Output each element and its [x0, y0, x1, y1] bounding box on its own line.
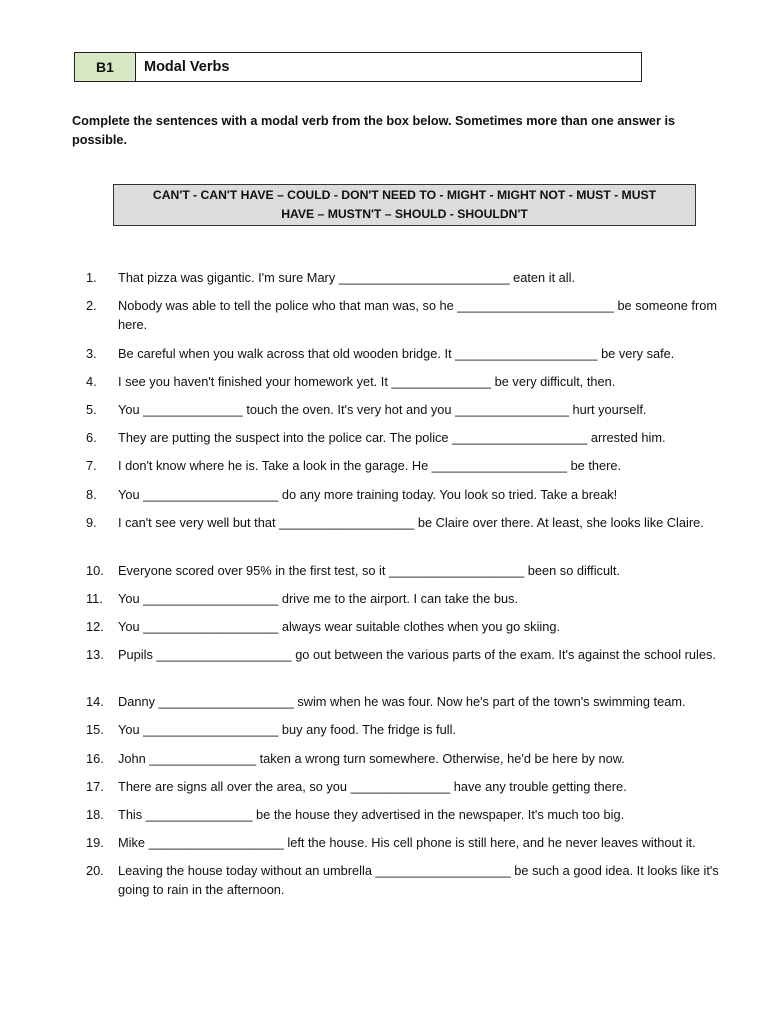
- item-text: You ______________ touch the oven. It's very hot and you ________________ hurt yourself.: [118, 402, 647, 417]
- item-text: You ___________________ drive me to the airport. I can take the bus.: [118, 591, 519, 606]
- word-box: [113, 184, 696, 226]
- item-text: I see you haven't finished your homework yet. It ______________ be very difficult, then.: [118, 374, 616, 389]
- item-number: 17.: [86, 779, 104, 794]
- item-number: 6.: [86, 430, 97, 445]
- level-badge: B1: [75, 53, 136, 81]
- item-text: That pizza was gigantic. I'm sure Mary ________________________ eaten it all.: [118, 270, 576, 285]
- item-number: 1.: [86, 270, 97, 285]
- item-number: 7.: [86, 458, 97, 473]
- item-text: They are putting the suspect into the police car. The police ___________________ arrested him.: [118, 430, 666, 445]
- item-number: 18.: [86, 807, 104, 822]
- item-text: I can't see very well but that ___________________ be Claire over there. At least, she looks like Claire.: [118, 515, 704, 530]
- item-number: 8.: [86, 487, 97, 502]
- word-box-line-2: HAVE – MUSTN'T – SHOULD - SHOULDN'T: [281, 207, 528, 221]
- item-number: 4.: [86, 374, 97, 389]
- item-text: Danny ___________________ swim when he was four. Now he's part of the town's swimming team.: [118, 694, 686, 709]
- item-number: 5.: [86, 402, 97, 417]
- item-text: Everyone scored over 95% in the first test, so it ___________________ been so difficult.: [118, 563, 621, 578]
- item-text: Pupils ___________________ go out between the various parts of the exam. It's against the school rules.: [118, 647, 716, 662]
- item-number: 13.: [86, 647, 104, 662]
- item-text: You ___________________ always wear suitable clothes when you go skiing.: [118, 619, 561, 634]
- item-text: Mike ___________________ left the house. His cell phone is still here, and he never leaves without it.: [118, 835, 696, 850]
- item-number: 2.: [86, 298, 97, 313]
- item-number: 11.: [86, 591, 103, 606]
- item-number: 9.: [86, 515, 97, 530]
- item-number: 20.: [86, 863, 104, 878]
- worksheet-title: Modal Verbs: [144, 59, 230, 75]
- item-text: You ___________________ do any more training today. You look so tried. Take a break!: [118, 487, 618, 502]
- item-number: 15.: [86, 722, 104, 737]
- item-number: 12.: [86, 619, 104, 634]
- item-text: John _______________ taken a wrong turn somewhere. Otherwise, he'd be here by now.: [118, 751, 625, 766]
- item-number: 19.: [86, 835, 104, 850]
- item-number: 16.: [86, 751, 104, 766]
- item-text: Nobody was able to tell the police who that man was, so he ______________________ be someone from here.: [118, 298, 718, 332]
- item-text: This _______________ be the house they advertised in the newspaper. It's much too big.: [118, 807, 625, 822]
- item-text: Leaving the house today without an umbrella ___________________ be such a good idea. It looks like it's going to rain in the afternoon.: [118, 863, 719, 897]
- worksheet-header: [74, 52, 642, 82]
- word-box-line-1: CAN'T - CAN'T HAVE – COULD - DON'T NEED TO - MIGHT - MIGHT NOT - MUST - MUST: [152, 188, 657, 202]
- item-number: 14.: [86, 694, 104, 709]
- item-text: There are signs all over the area, so you ______________ have any trouble getting there.: [118, 779, 627, 794]
- item-number: 3.: [86, 346, 97, 361]
- item-text: You ___________________ buy any food. The fridge is full.: [118, 722, 456, 737]
- item-number: 10.: [86, 563, 104, 578]
- item-text: I don't know where he is. Take a look in the garage. He ___________________ be there.: [118, 458, 622, 473]
- item-text: Be careful when you walk across that old wooden bridge. It ____________________ be very safe.: [118, 346, 675, 361]
- instructions: Complete the sentences with a modal verb from the box below. Sometimes more than one answer is possible.: [72, 114, 676, 147]
